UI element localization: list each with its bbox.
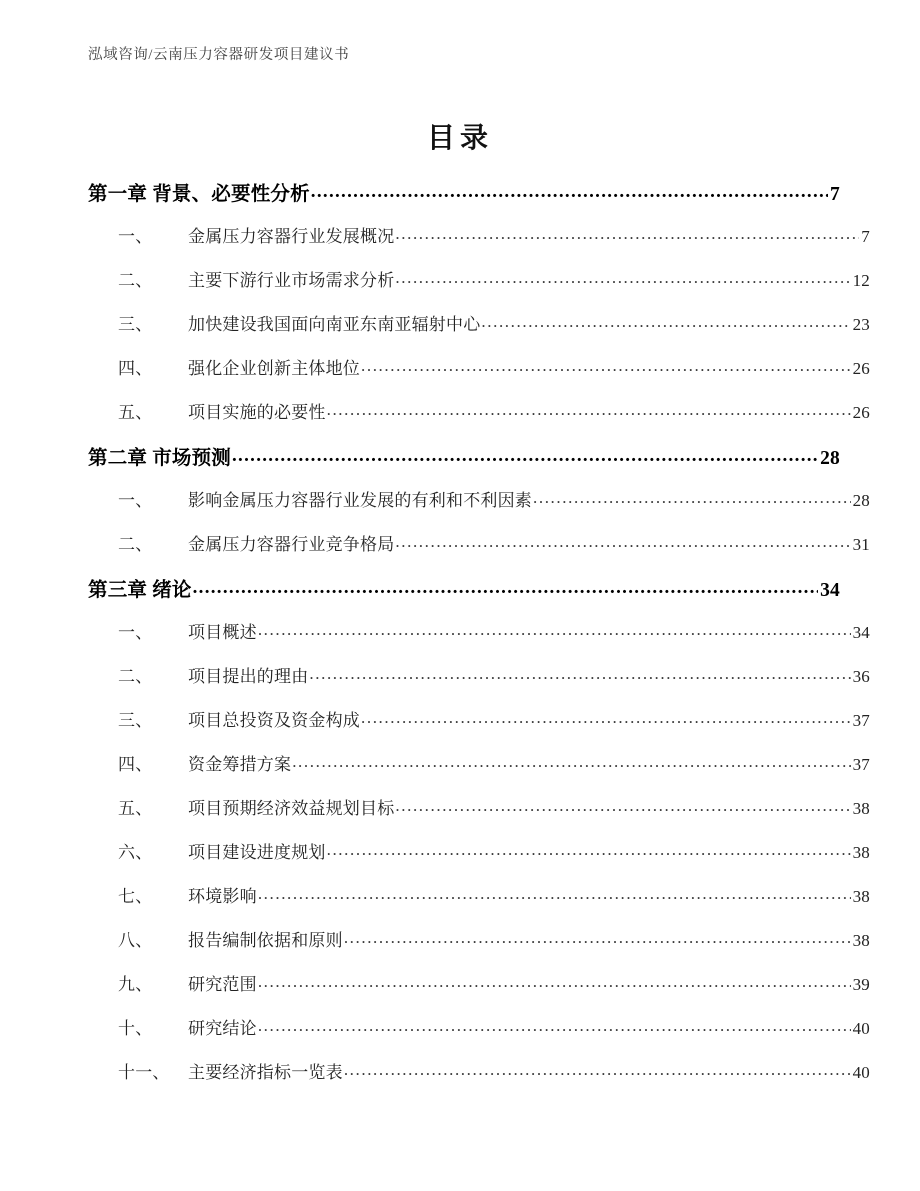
toc-entry-label: 项目建设进度规划	[188, 843, 326, 862]
toc-entry-label: 强化企业创新主体地位	[188, 359, 360, 378]
toc-entry-page-number: 7	[830, 184, 840, 205]
toc-section-entry[interactable]	[88, 750, 882, 794]
toc-section-entry[interactable]	[88, 222, 882, 266]
toc-leader-dots	[395, 532, 850, 552]
toc-entry-number: 二、	[118, 271, 153, 290]
toc-entry-label: 绪论	[152, 580, 192, 601]
toc-leader-dots	[327, 400, 851, 420]
toc-entry-label: 研究范围	[188, 975, 257, 994]
toc-entry-number: 八、	[118, 931, 153, 950]
toc-entry-number: 四、	[118, 359, 153, 378]
toc-entry-label: 项目预期经济效益规划目标	[188, 799, 395, 818]
toc-entry-page-number: 34	[820, 580, 840, 601]
toc-section-entry[interactable]	[88, 970, 882, 1014]
toc-entry-label: 研究结论	[188, 1019, 257, 1038]
toc-entry-page-number: 36	[852, 667, 870, 686]
toc-entry-number: 五、	[118, 799, 153, 818]
toc-leader-dots	[258, 884, 851, 904]
toc-entry-page-number: 31	[852, 535, 870, 554]
toc-entry-number: 十一、	[118, 1063, 170, 1082]
toc-section-entry[interactable]	[88, 882, 882, 926]
toc-entry-page-number: 37	[852, 711, 870, 730]
toc-entry-number: 二、	[118, 535, 153, 554]
toc-entry-label: 项目总投资及资金构成	[188, 711, 360, 730]
toc-entry-number: 七、	[118, 887, 153, 906]
toc-entry-number: 四、	[118, 755, 153, 774]
toc-section-entry[interactable]	[88, 794, 882, 838]
toc-entry-label: 背景、必要性分析	[152, 184, 310, 205]
toc-entry-page-number: 40	[852, 1019, 870, 1038]
toc-section-entry[interactable]	[88, 618, 882, 662]
toc-leader-dots	[533, 488, 851, 508]
toc-leader-dots	[395, 796, 850, 816]
toc-leader-dots	[193, 577, 819, 599]
toc-entry-page-number: 38	[852, 931, 870, 950]
toc-section-entry[interactable]	[88, 266, 882, 310]
toc-leader-dots	[481, 312, 850, 332]
toc-entry-page-number: 26	[852, 403, 870, 422]
toc-leader-dots	[395, 268, 850, 288]
toc-entry-page-number: 40	[852, 1063, 870, 1082]
toc-entry-label: 项目实施的必要性	[188, 403, 326, 422]
toc-section-entry[interactable]	[88, 838, 882, 882]
toc-entry-number: 一、	[118, 491, 153, 510]
toc-entry-label: 加快建设我国面向南亚东南亚辐射中心	[188, 315, 481, 334]
toc-entry-page-number: 38	[852, 843, 870, 862]
toc-section-entry[interactable]	[88, 398, 882, 442]
toc-leader-dots	[232, 445, 818, 467]
toc-entry-number: 第二章	[88, 448, 148, 469]
toc-leader-dots	[361, 708, 851, 728]
toc-entry-page-number: 37	[852, 755, 870, 774]
toc-entry-page-number: 34	[852, 623, 870, 642]
toc-leader-dots	[395, 224, 859, 244]
running-header: 泓域咨询/云南压力容器研发项目建议书	[88, 47, 350, 63]
toc-leader-dots	[344, 928, 851, 948]
toc-entry-number: 三、	[118, 315, 153, 334]
toc-entry-label: 影响金属压力容器行业发展的有利和不利因素	[188, 491, 532, 510]
toc-entry-page-number: 38	[852, 887, 870, 906]
toc-entry-number: 六、	[118, 843, 153, 862]
page-title: 目录	[426, 123, 493, 154]
toc-entry-number: 一、	[118, 227, 153, 246]
toc-entry-page-number: 7	[861, 227, 870, 246]
toc-entry-number: 二、	[118, 667, 153, 686]
toc-entry-page-number: 38	[852, 799, 870, 818]
table-of-contents	[88, 178, 870, 1102]
toc-entry-label: 资金筹措方案	[188, 755, 292, 774]
toc-entry-label: 金属压力容器行业竞争格局	[188, 535, 395, 554]
toc-chapter-entry[interactable]	[88, 178, 840, 222]
toc-section-entry[interactable]	[88, 354, 882, 398]
toc-section-entry[interactable]	[88, 1058, 882, 1102]
toc-entry-page-number: 26	[852, 359, 870, 378]
toc-chapter-entry[interactable]	[88, 442, 840, 486]
toc-leader-dots	[258, 972, 851, 992]
toc-entry-number: 五、	[118, 403, 153, 422]
toc-section-entry[interactable]	[88, 310, 882, 354]
toc-entry-label: 主要下游行业市场需求分析	[188, 271, 395, 290]
toc-entry-label: 金属压力容器行业发展概况	[188, 227, 395, 246]
toc-section-entry[interactable]	[88, 486, 882, 530]
toc-section-entry[interactable]	[88, 662, 882, 706]
toc-section-entry[interactable]	[88, 530, 882, 574]
toc-leader-dots	[311, 181, 828, 203]
toc-entry-number: 九、	[118, 975, 153, 994]
toc-leader-dots	[309, 664, 850, 684]
toc-entry-page-number: 23	[852, 315, 870, 334]
toc-entry-label: 报告编制依据和原则	[188, 931, 343, 950]
toc-entry-label: 市场预测	[152, 448, 231, 469]
toc-section-entry[interactable]	[88, 926, 882, 970]
toc-entry-label: 项目提出的理由	[188, 667, 309, 686]
toc-leader-dots	[292, 752, 850, 772]
toc-chapter-entry[interactable]	[88, 574, 840, 618]
toc-leader-dots	[327, 840, 851, 860]
toc-leader-dots	[344, 1060, 851, 1080]
toc-entry-label: 环境影响	[188, 887, 257, 906]
toc-leader-dots	[361, 356, 851, 376]
toc-entry-number: 十、	[118, 1019, 153, 1038]
toc-entry-label: 主要经济指标一览表	[188, 1063, 343, 1082]
toc-entry-number: 第三章	[88, 580, 148, 601]
toc-entry-page-number: 28	[820, 448, 840, 469]
toc-leader-dots	[258, 1016, 851, 1036]
toc-entry-number: 三、	[118, 711, 153, 730]
toc-section-entry[interactable]	[88, 1014, 882, 1058]
toc-leader-dots	[258, 620, 851, 640]
toc-entry-page-number: 12	[852, 271, 870, 290]
toc-entry-page-number: 39	[852, 975, 870, 994]
toc-entry-number: 一、	[118, 623, 153, 642]
toc-entry-label: 项目概述	[188, 623, 257, 642]
toc-entry-page-number: 28	[852, 491, 870, 510]
toc-entry-number: 第一章	[88, 184, 148, 205]
toc-section-entry[interactable]	[88, 706, 882, 750]
